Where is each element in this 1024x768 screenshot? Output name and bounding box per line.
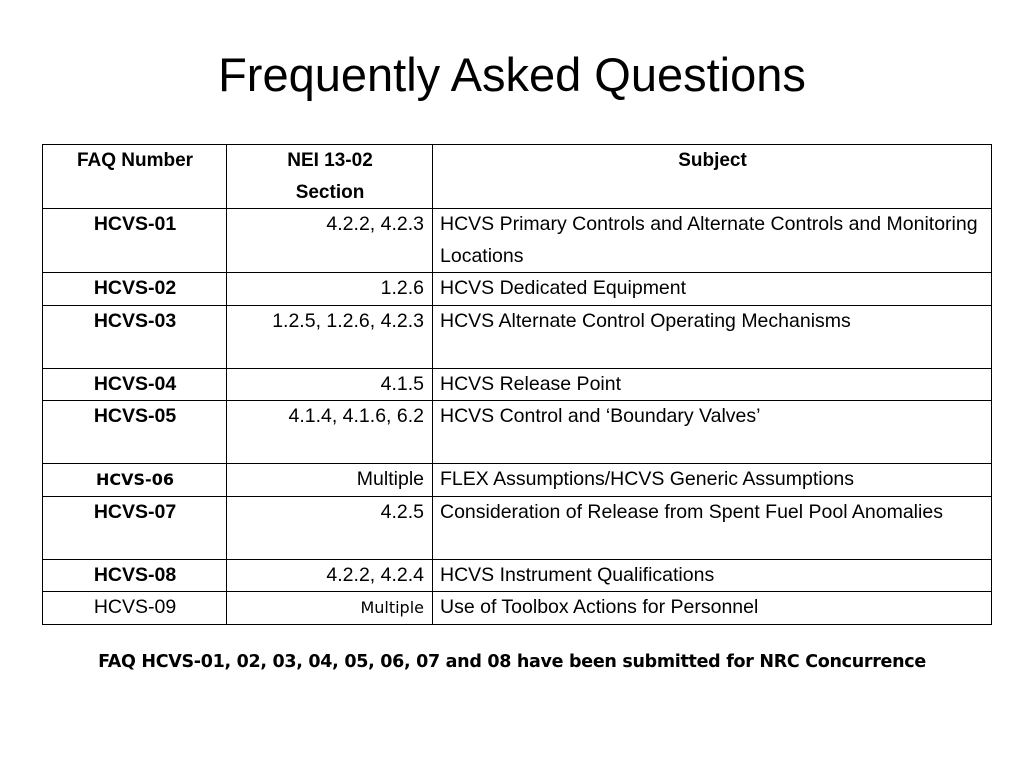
faq-number-cell: HCVS-04 xyxy=(43,368,227,401)
header-nei-section-line1: NEI 13-02 xyxy=(287,150,373,171)
subject-cell: HCVS Alternate Control Operating Mechanisms xyxy=(433,305,992,368)
header-nei-section xyxy=(227,145,433,209)
table-row xyxy=(43,401,992,464)
header-faq-number: FAQ Number xyxy=(43,145,227,209)
faq-number-cell: HCVS-09 xyxy=(43,592,227,625)
faq-number-cell: HCVS-03 xyxy=(43,305,227,368)
faq-number-cell: HCVS-05 xyxy=(43,401,227,464)
section-cell: 1.2.6 xyxy=(227,273,433,306)
header-nei-section-line2: Section xyxy=(295,181,365,203)
slide-title: Frequently Asked Questions xyxy=(218,48,806,101)
section-cell: 4.2.2, 4.2.4 xyxy=(227,559,433,592)
subject-cell: HCVS Control and ‘Boundary Valves’ xyxy=(433,401,992,464)
table-row xyxy=(43,368,992,401)
subject-cell: HCVS Primary Controls and Alternate Controls and Monitoring Locations xyxy=(433,209,992,273)
table-row xyxy=(43,559,992,592)
section-cell: 1.2.5, 1.2.6, 4.2.3 xyxy=(227,305,433,368)
faq-number-cell: HCVS-08 xyxy=(43,559,227,592)
faq-number-cell: HCVS-07 xyxy=(43,496,227,559)
section-cell: 4.1.4, 4.1.6, 6.2 xyxy=(227,401,433,464)
section-cell: Multiple xyxy=(227,592,433,625)
table-header-row xyxy=(43,145,992,209)
faq-number-cell: HCVS-06 xyxy=(43,464,227,497)
faq-number-cell: HCVS-02 xyxy=(43,273,227,306)
table-row xyxy=(43,209,992,273)
subject-cell: HCVS Instrument Qualifications xyxy=(433,559,992,592)
table-row xyxy=(43,496,992,559)
table-row xyxy=(43,305,992,368)
section-cell: 4.1.5 xyxy=(227,368,433,401)
subject-cell: FLEX Assumptions/HCVS Generic Assumptions xyxy=(433,464,992,497)
header-subject: Subject xyxy=(433,145,992,209)
section-cell: 4.2.5 xyxy=(227,496,433,559)
section-cell: Multiple xyxy=(227,464,433,497)
table-row xyxy=(43,592,992,625)
faq-number-cell: HCVS-01 xyxy=(43,209,227,273)
table-row xyxy=(43,464,992,497)
subject-cell: HCVS Dedicated Equipment xyxy=(433,273,992,306)
section-cell: 4.2.2, 4.2.3 xyxy=(227,209,433,273)
subject-cell: Consideration of Release from Spent Fuel Pool Anomalies xyxy=(433,496,992,559)
footnote: FAQ HCVS-01, 02, 03, 04, 05, 06, 07 and 08 have been submitted for NRC Concurrence xyxy=(98,652,926,672)
faq-table xyxy=(42,144,992,625)
subject-cell: Use of Toolbox Actions for Personnel xyxy=(433,592,992,625)
subject-cell: HCVS Release Point xyxy=(433,368,992,401)
table-row xyxy=(43,273,992,306)
